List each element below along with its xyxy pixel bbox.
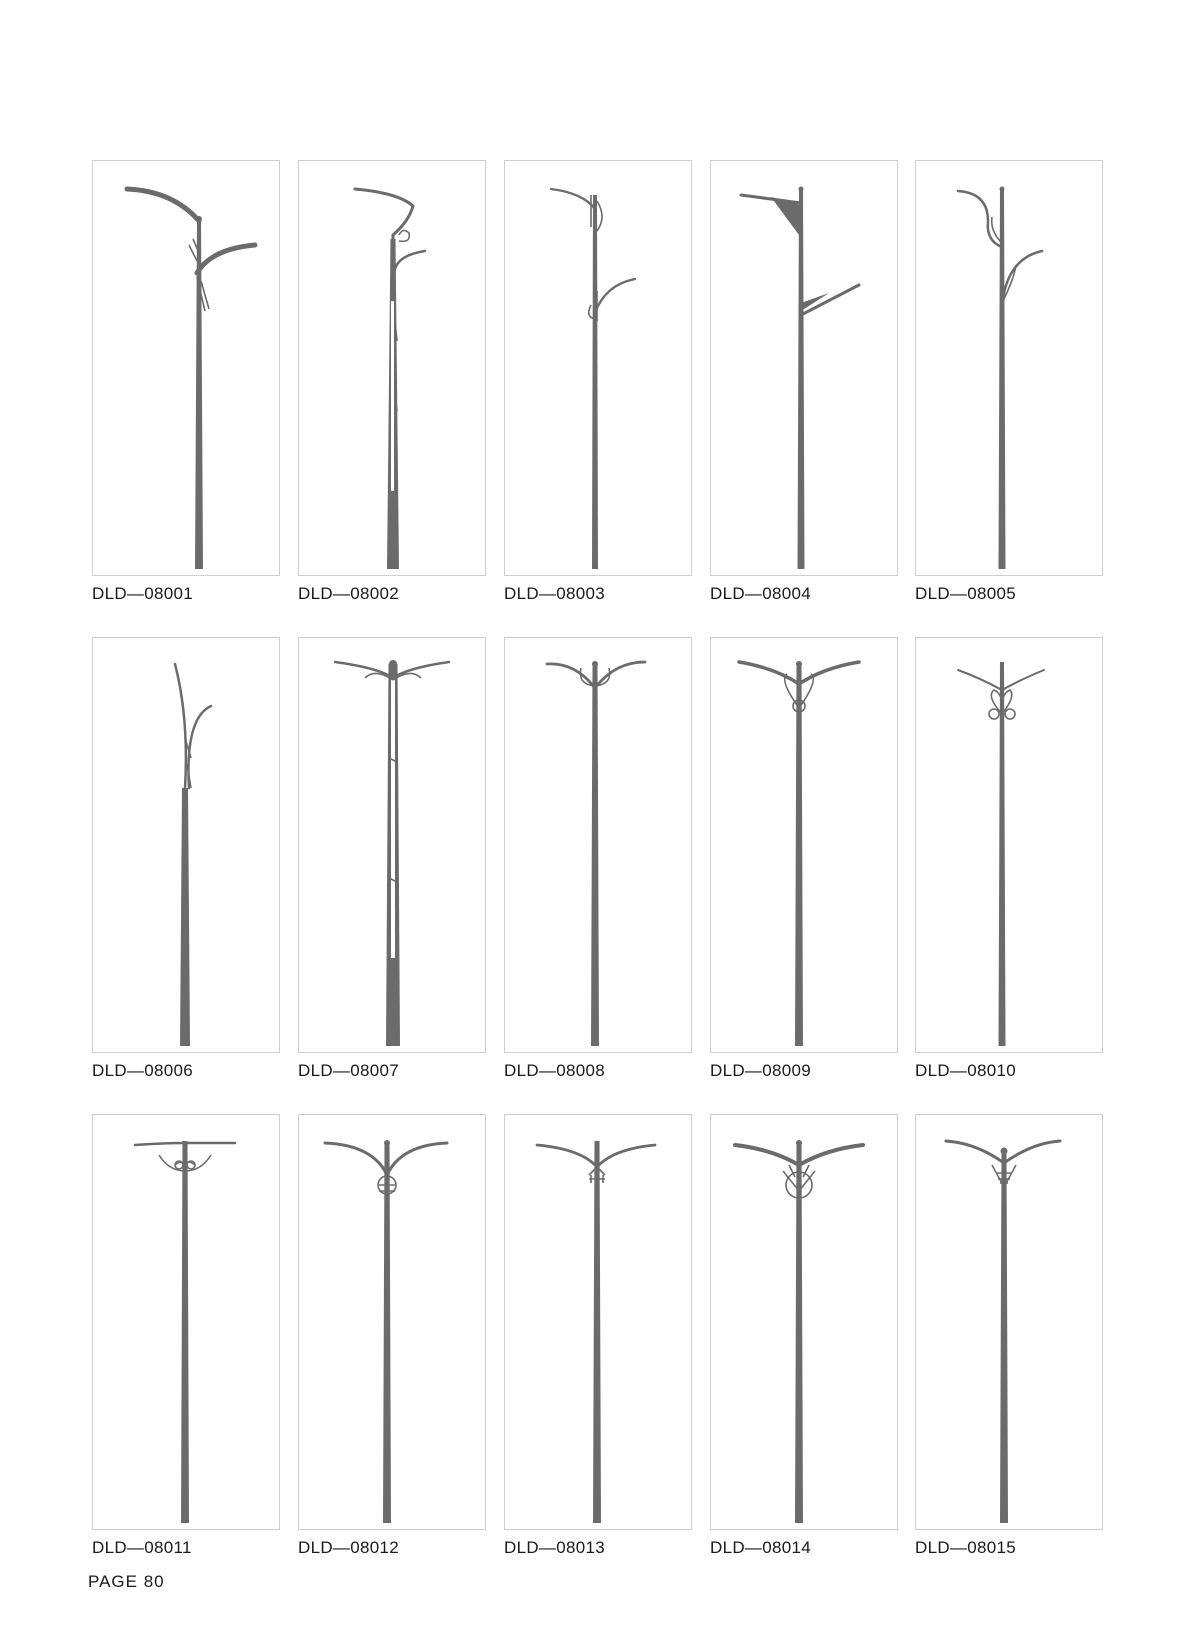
- street-lamp-pole-icon: [93, 1115, 281, 1531]
- lamp-arm: [175, 664, 186, 788]
- pole-cap: [389, 660, 397, 668]
- product-model-label: DLD—08011: [92, 1538, 192, 1557]
- product-model-label: DLD—08002: [298, 584, 399, 603]
- street-lamp-pole-icon: [93, 161, 281, 577]
- lamp-arm: [551, 189, 595, 209]
- street-lamp-pole-icon: [299, 638, 487, 1054]
- pole-cap: [796, 661, 802, 667]
- lamp-arm: [799, 1145, 863, 1165]
- product-card: [92, 637, 280, 1053]
- pole-shaft: [795, 1143, 803, 1523]
- lamp-arm: [127, 189, 199, 221]
- product-model-label: DLD—08005: [915, 584, 1016, 603]
- product-model-label: DLD—08003: [504, 584, 605, 603]
- lamp-arm: [197, 245, 255, 273]
- street-lamp-pole-icon: [711, 638, 899, 1054]
- product-card: [298, 160, 486, 576]
- product-card: [915, 160, 1103, 576]
- lamp-arm: [188, 706, 211, 788]
- product-card: [710, 1114, 898, 1530]
- street-lamp-pole-icon: [916, 638, 1104, 1054]
- decorative-ring: [1005, 709, 1015, 719]
- product-card: [710, 160, 898, 576]
- pole-cap: [1000, 187, 1005, 192]
- product-model-label: DLD—08007: [298, 1061, 399, 1080]
- pole-shaft: [795, 664, 803, 1046]
- street-lamp-pole-icon: [505, 638, 693, 1054]
- product-model-label: DLD—08004: [710, 584, 811, 603]
- product-card: [504, 160, 692, 576]
- lamp-arm: [958, 191, 1002, 247]
- product-card: [504, 1114, 692, 1530]
- product-model-label: DLD—08013: [504, 1538, 605, 1557]
- pole-shaft: [181, 1141, 189, 1523]
- lamp-arm: [741, 195, 801, 203]
- lamp-arm: [325, 1143, 387, 1175]
- lamp-arm: [135, 1143, 185, 1145]
- street-lamp-pole-icon: [299, 161, 487, 577]
- street-lamp-pole-icon: [299, 1115, 487, 1531]
- street-lamp-pole-icon: [916, 1115, 1104, 1531]
- pole-cap: [1001, 1148, 1008, 1155]
- decorative-scroll: [395, 230, 409, 411]
- pole-cap: [592, 661, 598, 667]
- product-model-label: DLD—08001: [92, 584, 193, 603]
- lamp-arm: [595, 279, 635, 313]
- lamp-arm: [387, 1143, 447, 1175]
- pole-shaft: [798, 189, 805, 569]
- product-card: [92, 160, 280, 576]
- pole-shaft: [180, 788, 190, 1046]
- street-lamp-pole-icon: [916, 161, 1104, 577]
- street-lamp-pole-icon: [93, 638, 281, 1054]
- product-model-label: DLD—08014: [710, 1538, 811, 1557]
- pole-shaft: [1000, 1151, 1008, 1523]
- product-card: [915, 637, 1103, 1053]
- pole-shaft: [999, 662, 1006, 1046]
- product-model-label: DLD—08009: [710, 1061, 811, 1080]
- product-card: [710, 637, 898, 1053]
- product-card: [92, 1114, 280, 1530]
- pole-shaft: [383, 1143, 391, 1523]
- product-model-label: DLD—08006: [92, 1061, 193, 1080]
- pole-shaft: [592, 195, 598, 569]
- lamp-arm: [395, 251, 425, 269]
- pole-cap: [384, 1140, 390, 1146]
- product-model-label: DLD—08012: [298, 1538, 399, 1557]
- lamp-arm: [537, 1145, 597, 1167]
- street-lamp-pole-icon: [505, 161, 693, 577]
- lamp-arm: [1002, 670, 1044, 690]
- pole-shaft: [591, 664, 599, 1046]
- product-card: [298, 637, 486, 1053]
- lamp-arm: [1002, 251, 1042, 307]
- lamp-arm: [946, 1141, 1004, 1163]
- lamp-arm: [958, 670, 1002, 690]
- product-model-label: DLD—08010: [915, 1061, 1016, 1080]
- lamp-arm: [735, 1145, 799, 1165]
- lamp-arm: [355, 189, 413, 241]
- pole-cap: [799, 187, 804, 192]
- pole-slot: [391, 678, 395, 958]
- pole-shaft: [593, 1141, 601, 1523]
- product-model-label: DLD—08008: [504, 1061, 605, 1080]
- product-card: [504, 637, 692, 1053]
- product-card: [298, 1114, 486, 1530]
- lamp-arm: [1004, 1141, 1060, 1163]
- street-lamp-pole-icon: [505, 1115, 693, 1531]
- pole-cap: [796, 1140, 802, 1146]
- lamp-arm: [739, 662, 799, 684]
- street-lamp-pole-icon: [711, 161, 899, 577]
- street-lamp-pole-icon: [711, 1115, 899, 1531]
- decorative-ring: [989, 709, 999, 719]
- lamp-arm: [799, 662, 859, 684]
- product-card: [915, 1114, 1103, 1530]
- pole-slot: [391, 301, 394, 491]
- page-number: PAGE 80: [88, 1572, 165, 1591]
- product-model-label: DLD—08015: [915, 1538, 1016, 1557]
- lamp-arm: [597, 1145, 655, 1167]
